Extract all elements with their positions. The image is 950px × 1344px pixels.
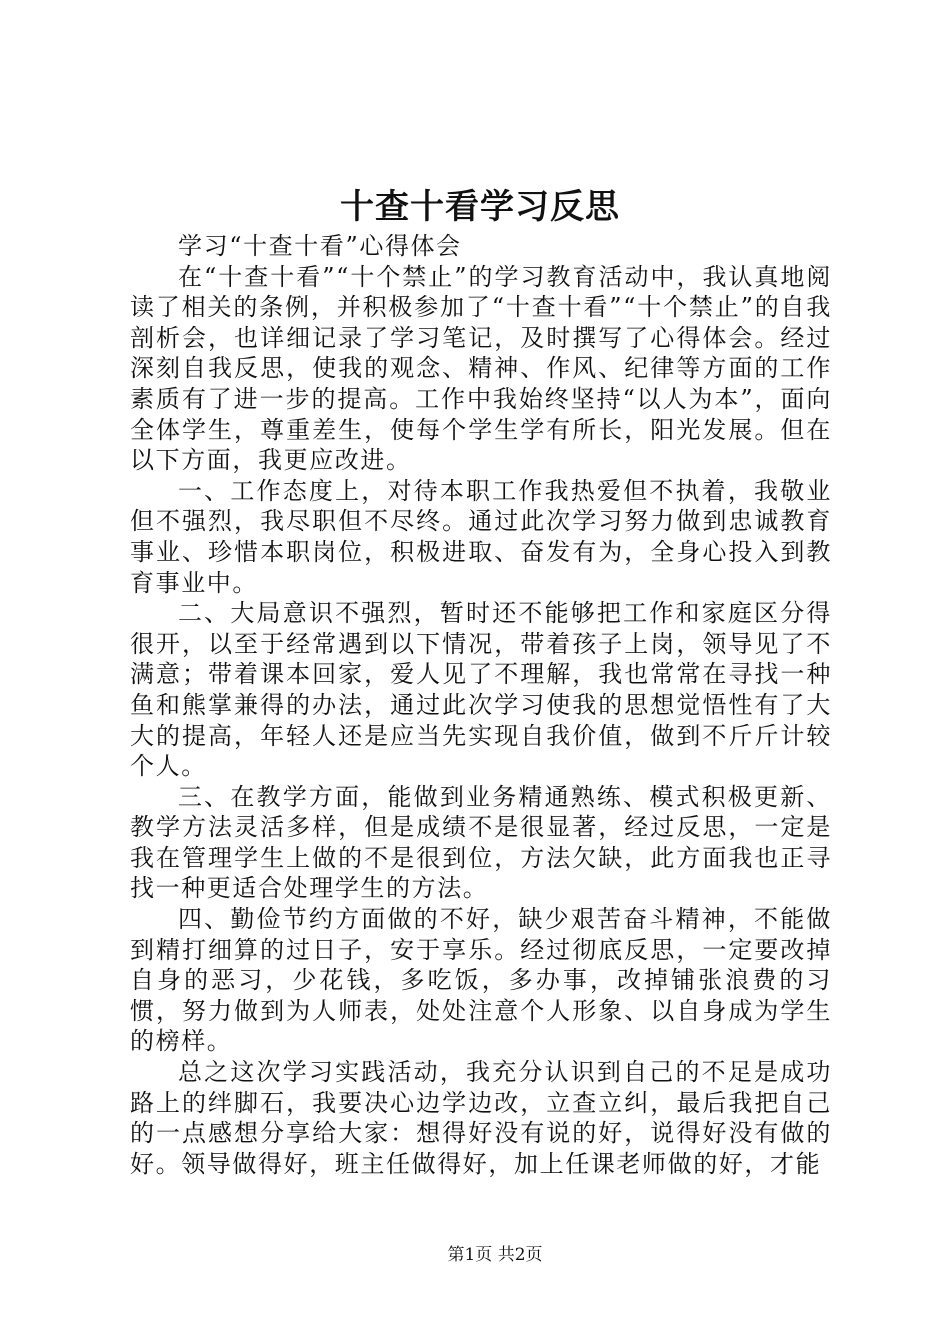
page-number-footer: 第1页 共2页 [447,1245,543,1265]
paragraph-intro: 在“十查十看”“十个禁止”的学习教育活动中，我认真地阅读了相关的条例，并积极参加了“十查十看”“十个禁止”的自我剖析会，也详细记录了学习笔记，及时撰写了心得体会。经过深刻自我反思，使我的观念、精神、作风、纪律等方面的工作素质有了进一步的提高。工作中我始终坚持“以人为本”，面向全体学生，尊重差生，使每个学生学有所长，阳光发展。但在以下方面，我更应改进。 [130,262,832,475]
paragraph-summary: 总之这次学习实践活动，我充分认识到自己的不足是成功路上的绊脚石，我要决心边学边改，立查立纠，最后我把自己的一点感想分享给大家：想得好没有说的好，说得好没有做的好。领导做得好，班主任做得好，加上任课老师做的好，才能 [130,1058,832,1178]
paragraph-point-1: 一、工作态度上，对待本职工作我热爱但不执着，我敬业但不强烈，我尽职但不尽终。通过此次学习努力做到忠诚教育事业、珍惜本职岗位，积极进取、奋发有为，全身心投入到教育事业中。 [130,476,832,597]
paragraph-point-4: 四、勤俭节约方面做的不好，缺少艰苦奋斗精神，不能做到精打细算的过日子，安于享乐。经过彻底反思，一定要改掉自身的恶习，少花钱，多吃饭，多办事，改掉铺张浪费的习惯，努力做到为人师表，处处注意个人形象、以自身成为学生的榜样。 [130,905,832,1056]
paragraph-subtitle: 学习“十查十看”心得体会 [178,232,462,260]
document-body [130,231,832,1179]
paragraph-point-3: 三、在教学方面，能做到业务精通熟练、模式积极更新、教学方法灵活多样，但是成绩不是很显著，经过反思，一定是我在管理学生上做的不是很到位，方法欠缺，此方面我也正寻找一种更适合处理学生的方法。 [130,782,832,903]
document-title: 十查十看学习反思 [340,187,620,227]
paragraph-point-2: 二、大局意识不强烈，暂时还不能够把工作和家庭区分得很开，以至于经常遇到以下情况，带着孩子上岗，领导见了不满意；带着课本回家，爱人见了不理解，我也常常在寻找一种鱼和熊掌兼得的办法，通过此次学习使我的思想觉悟性有了大大的提高，年轻人还是应当先实现自我价值，做到不斤斤计较个人。 [130,599,832,781]
